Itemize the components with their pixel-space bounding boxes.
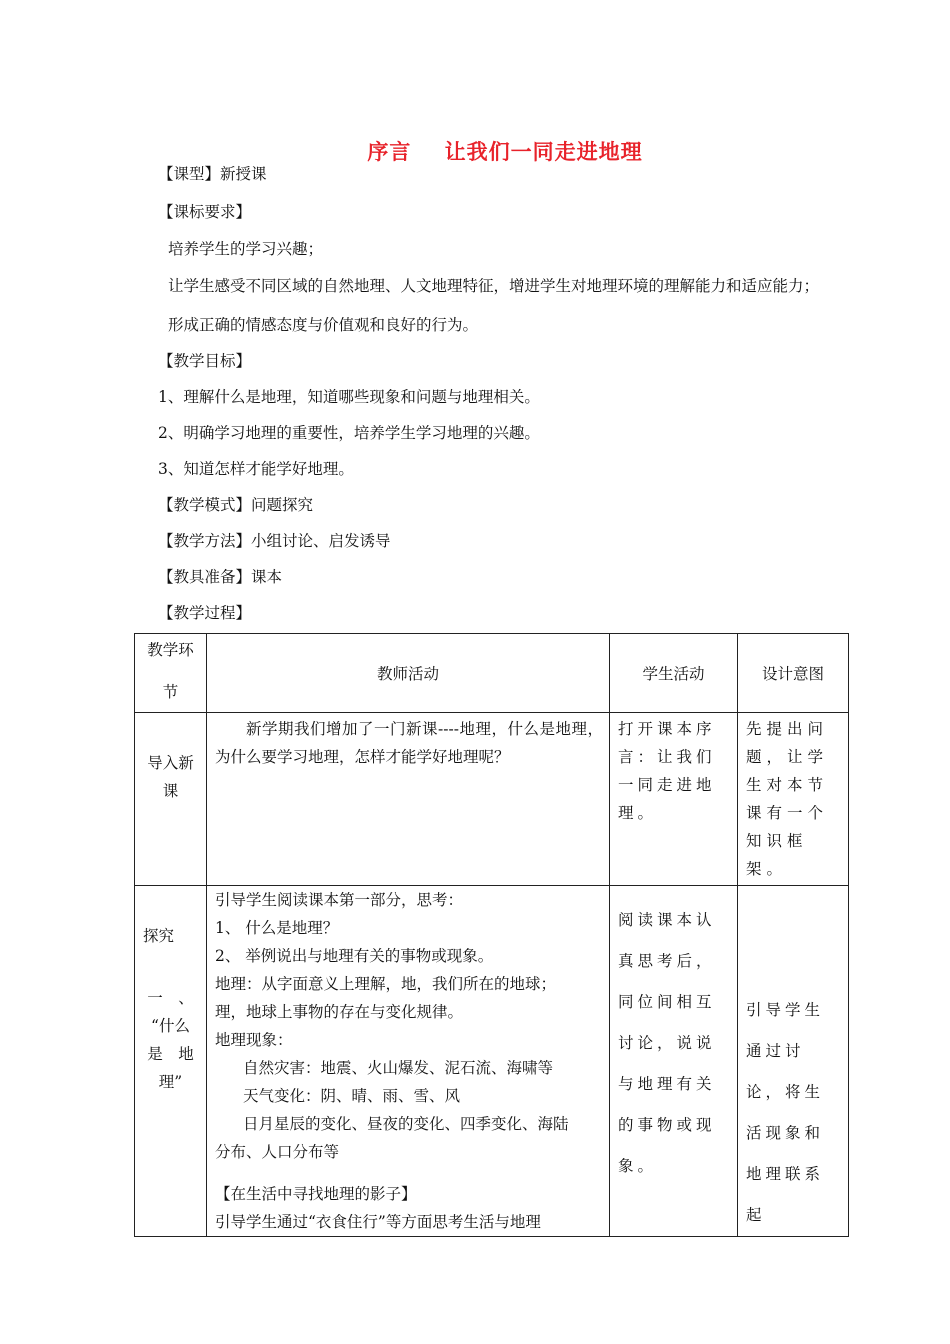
table-row — [135, 713, 849, 886]
header-section-line2: 节 — [162, 683, 179, 701]
table-row — [135, 886, 849, 1237]
teacher-line: 1、 什么是地理？ — [215, 919, 339, 937]
section-cell — [135, 886, 207, 1237]
header-cell-section — [135, 634, 207, 713]
header-design-label: 设计意图 — [761, 665, 824, 683]
student-activity-cell — [610, 886, 738, 1237]
standard-item: 培养学生的学习兴趣； — [168, 240, 324, 258]
teacher-line: 引导学生通过“衣食住行”等方面思考生活与地理 — [215, 1213, 541, 1231]
section-name-line: 导入新 — [147, 754, 194, 772]
header-teacher-label: 教师活动 — [376, 665, 439, 683]
header-cell-design — [738, 634, 849, 713]
design-intent-cell — [738, 713, 849, 886]
section-name-line: 探究 — [143, 927, 175, 945]
teaching-method: 【教学方法】小组讨论、启发诱导 — [158, 532, 391, 550]
teacher-subheading: 【在生活中寻找地理的影子】 — [215, 1185, 417, 1203]
section-cell — [135, 713, 207, 886]
teacher-line: 日月星辰的变化、昼夜的变化、四季变化、海陆 — [243, 1115, 569, 1133]
teaching-mode: 【教学模式】问题探究 — [158, 496, 314, 514]
section-name-line: 一 、 — [147, 989, 194, 1007]
teaching-materials: 【教具准备】课本 — [158, 568, 283, 586]
standard-item: 形成正确的情感态度与价值观和良好的行为。 — [168, 316, 479, 334]
objective-item: 2、明确学习地理的重要性，培养学生学习地理的兴趣。 — [158, 424, 540, 442]
teacher-activity-cell — [207, 713, 610, 886]
teacher-line: 理，地球上事物的存在与变化规律。 — [215, 1003, 464, 1021]
section-name-line: 课 — [162, 782, 179, 800]
design-intent-text: 引导学生通过讨论，将生活现象和地理联系起 — [746, 1001, 825, 1224]
section-name-line: “什么 — [151, 1017, 190, 1035]
header-cell-teacher — [207, 634, 610, 713]
student-activity-text: 阅读课本认真思考后，同位间相互讨论，说说与地理有关的事物或现象。 — [618, 911, 716, 1175]
table-header-row — [135, 634, 849, 713]
teacher-activity-cell — [207, 886, 610, 1237]
student-activity-cell — [610, 713, 738, 886]
design-intent-cell — [738, 886, 849, 1237]
header-cell-student — [610, 634, 738, 713]
teacher-line: 地理现象： — [215, 1031, 293, 1049]
teacher-line: 引导学生阅读课本第一部分，思考： — [215, 891, 464, 909]
teacher-activity-text: 新学期我们增加了一门新课----地理，什么是地理，为什么要学习地理，怎样才能学好地理呢？ — [215, 720, 603, 766]
teacher-line: 分布、人口分布等 — [215, 1143, 340, 1161]
objectives-heading: 【教学目标】 — [158, 352, 252, 370]
lesson-process-table — [134, 633, 849, 1237]
header-section-line1: 教学环 — [147, 641, 194, 659]
teacher-line: 地理：从字面意义上理解，地，我们所在的地球； — [215, 975, 557, 993]
teacher-line: 2、 举例说出与地理有关的事物或现象。 — [215, 947, 494, 965]
student-activity-text: 打开课本序言：让我们一同走进地理。 — [618, 720, 716, 822]
section-name-line: 理” — [158, 1073, 183, 1091]
standards-heading: 【课标要求】 — [158, 203, 252, 221]
standard-item: 让学生感受不同区域的自然地理、人文地理特征，增进学生对地理环境的理解能力和适应能力； — [168, 277, 820, 295]
lesson-type: 【课型】新授课 — [158, 165, 267, 183]
section-name-line: 是 地 — [147, 1045, 194, 1063]
teacher-line: 自然灾害：地震、火山爆发、泥石流、海啸等 — [243, 1059, 554, 1077]
process-heading: 【教学过程】 — [158, 604, 252, 622]
page-title: 序言 让我们一同走进地理 — [367, 140, 643, 164]
design-intent-text: 先提出问题，让学生对本节课有一个知识框架。 — [746, 720, 829, 878]
teacher-line: 天气变化：阴、晴、雨、雪、风 — [243, 1087, 461, 1105]
header-student-label: 学生活动 — [642, 665, 705, 683]
objective-item: 3、知道怎样才能学好地理。 — [158, 460, 354, 478]
objective-item: 1、理解什么是地理，知道哪些现象和问题与地理相关。 — [158, 388, 540, 406]
